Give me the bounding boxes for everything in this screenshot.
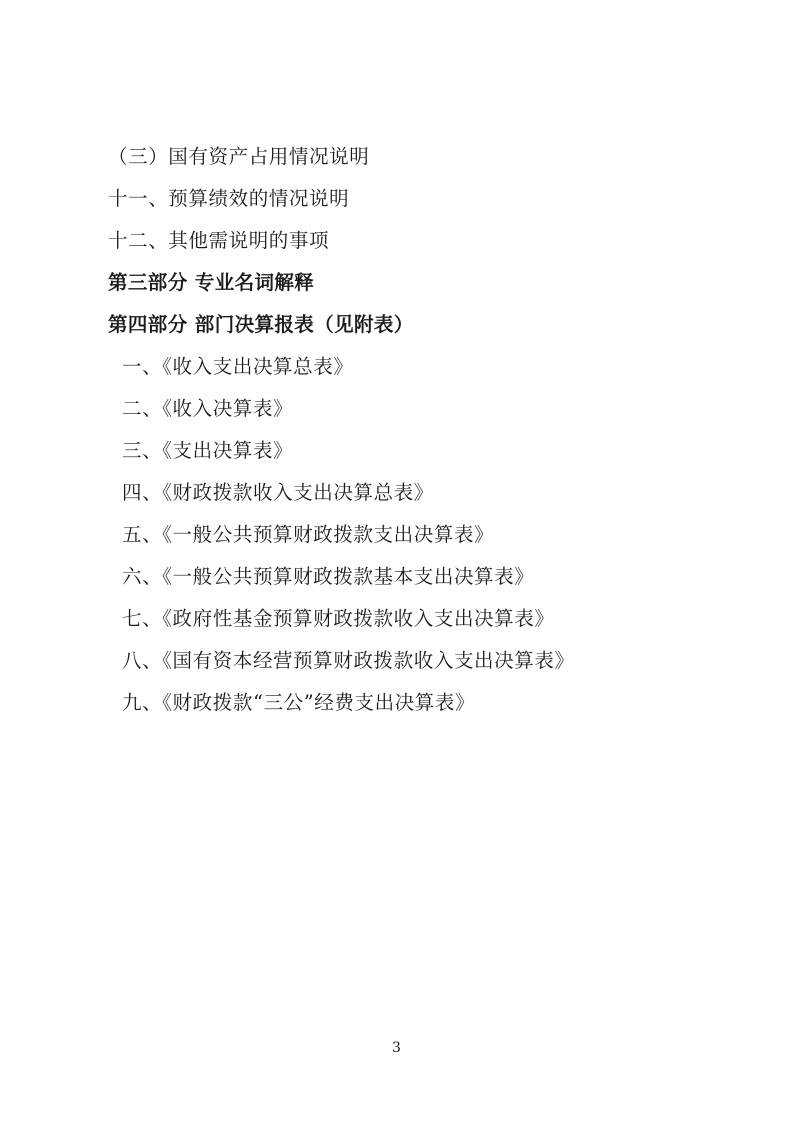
- toc-entry: 六、《一般公共预算财政拨款基本支出决算表》: [122, 565, 535, 588]
- toc-entry: 八、《国有资本经营预算财政拨款收入支出决算表》: [122, 649, 575, 672]
- toc-entry: 七、《政府性基金预算财政拨款收入支出决算表》: [122, 607, 555, 630]
- toc-entry: （三）国有资产占用情况说明: [108, 145, 370, 168]
- table-of-contents: [108, 136, 698, 724]
- page-number: 3: [392, 1040, 401, 1056]
- toc-entry: 十二、其他需说明的事项: [108, 229, 330, 252]
- toc-entry-section-heading: 第四部分 部门决算报表（见附表）: [108, 313, 414, 336]
- toc-entry: 三、《支出决算表》: [122, 439, 294, 462]
- toc-entry: 五、《一般公共预算财政拨款支出决算表》: [122, 523, 495, 546]
- toc-entry: 二、《收入决算表》: [122, 397, 294, 420]
- toc-entry: 四、《财政拨款收入支出决算总表》: [122, 481, 434, 504]
- toc-entry: 九、《财政拨款“三公”经费支出决算表》: [122, 691, 476, 714]
- toc-entry: 一、《收入支出决算总表》: [122, 355, 354, 378]
- toc-entry-section-heading: 第三部分 专业名词解释: [108, 271, 315, 294]
- toc-entry: 十一、预算绩效的情况说明: [108, 187, 350, 210]
